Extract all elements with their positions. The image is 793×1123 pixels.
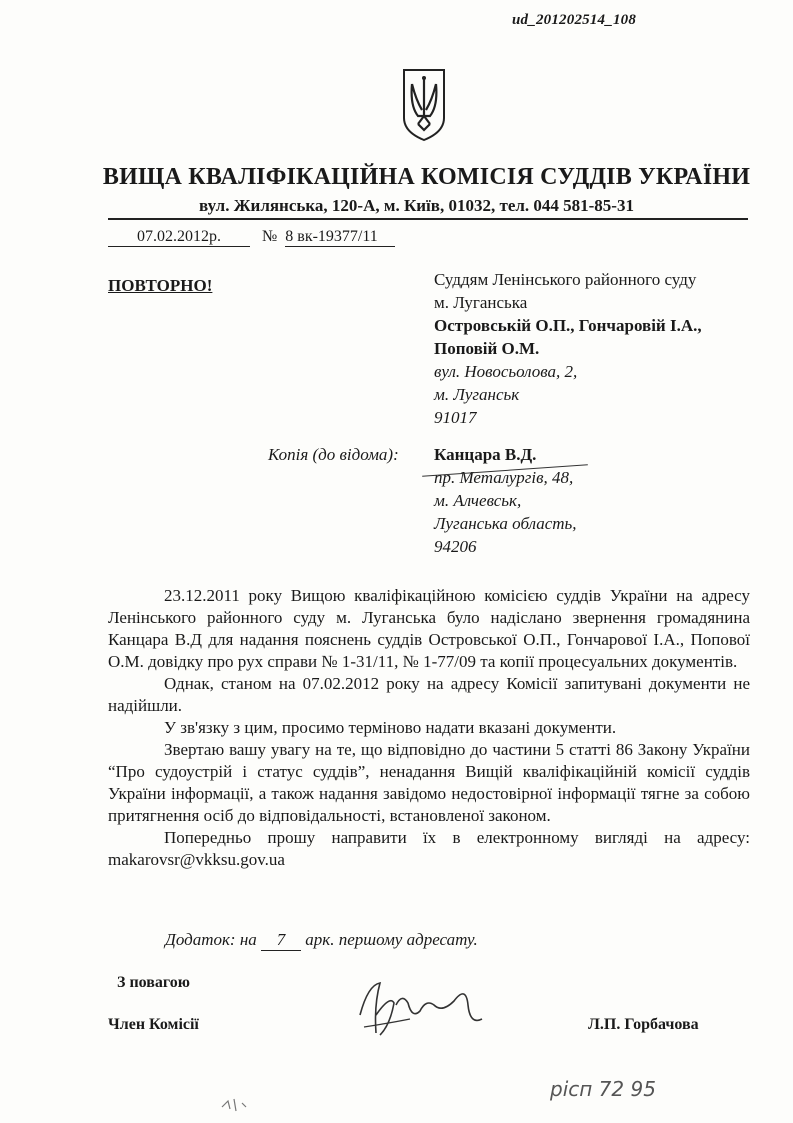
handwritten-registration-note (548, 1072, 688, 1106)
attachment-line (165, 930, 478, 951)
attachment-count: 7 (261, 930, 301, 951)
reference-line (108, 228, 395, 247)
recipient-names: Поповій О.М. (434, 339, 540, 358)
recipient-line: м. Луганська (434, 293, 528, 312)
trident-emblem-icon (400, 66, 448, 142)
copy-address: пр. Металургів, 48, (434, 468, 574, 487)
recipient-address: 91017 (434, 408, 477, 427)
recipient-block (434, 268, 702, 429)
copy-recipient-name: Канцара В.Д. (434, 445, 537, 464)
recipient-address: вул. Новосьолова, 2, (434, 362, 578, 381)
recipient-names: Островській О.П., Гончаровій І.А., (434, 316, 702, 335)
outgoing-number: 8 вк-19377/11 (285, 228, 395, 247)
copy-label: Копія (до відома): (268, 445, 399, 464)
copy-recipient-block (434, 443, 577, 558)
repeat-label: ПОВТОРНО! (108, 276, 213, 295)
closing-phrase: З повагою (117, 974, 190, 991)
header-divider (108, 218, 748, 220)
handwritten-signature (350, 975, 500, 1045)
handwritten-note-text: рісп 72 95 (550, 1077, 656, 1101)
attachment-prefix: Додаток: на (165, 930, 257, 949)
body-paragraph: Однак, станом на 07.02.2012 року на адресу Комісії запитувані документи не надійшли. (108, 674, 750, 715)
body-paragraph: У зв'язку з цим, просимо терміново надати вказані документи. (164, 718, 617, 737)
recipient-address: м. Луганськ (434, 385, 520, 404)
body-paragraph: 23.12.2011 року Вищою кваліфікаційною комісією суддів України на адресу Ленінського районного суду м. Луганська було надіслано звернення громадянина Канцара В.Д для надання пояснень суддів Островської О.П., Гончарової І.А., Попової О.М. довідку про рух справи № 1-31/11, № 1-77/09 та копії процесуальних документів. (108, 586, 750, 671)
copy-address: Луганська область, (434, 514, 577, 533)
document-id: ud_201202514_108 (512, 12, 637, 28)
body-paragraph: Попередньо прошу направити їх в електронному вигляді на адресу: makarovsr@vkksu.gov.ua (108, 828, 750, 869)
signer-name: Л.П. Горбачова (588, 1016, 699, 1033)
organization-name: ВИЩА КВАЛІФІКАЦІЙНА КОМІСІЯ СУДДІВ УКРАЇНИ (102, 164, 751, 190)
attachment-suffix: арк. першому адресату. (305, 930, 478, 949)
body-paragraph: Звертаю вашу увагу на те, що відповідно до частини 5 статті 86 Закону України “Про судоустрій і статус суддів”, ненадання Вищій кваліфікаційній комісії суддів України інформації, а також надання завідомо недостовірної інформації тягне за собою притягнення осіб до відповідальності, встановленої законом. (108, 740, 750, 825)
ink-scribble (220, 1095, 260, 1113)
letter-body (108, 585, 750, 871)
outgoing-date: 07.02.2012р. (108, 228, 250, 247)
organization-address: вул. Жилянська, 120-А, м. Київ, 01032, тел. 044 581-85-31 (199, 196, 634, 215)
copy-address: 94206 (434, 537, 477, 556)
signer-position: Член Комісії (108, 1016, 199, 1033)
recipient-line: Суддям Ленінського районного суду (434, 270, 697, 289)
number-sign: № (262, 228, 278, 245)
copy-address: м. Алчевськ, (434, 491, 522, 510)
